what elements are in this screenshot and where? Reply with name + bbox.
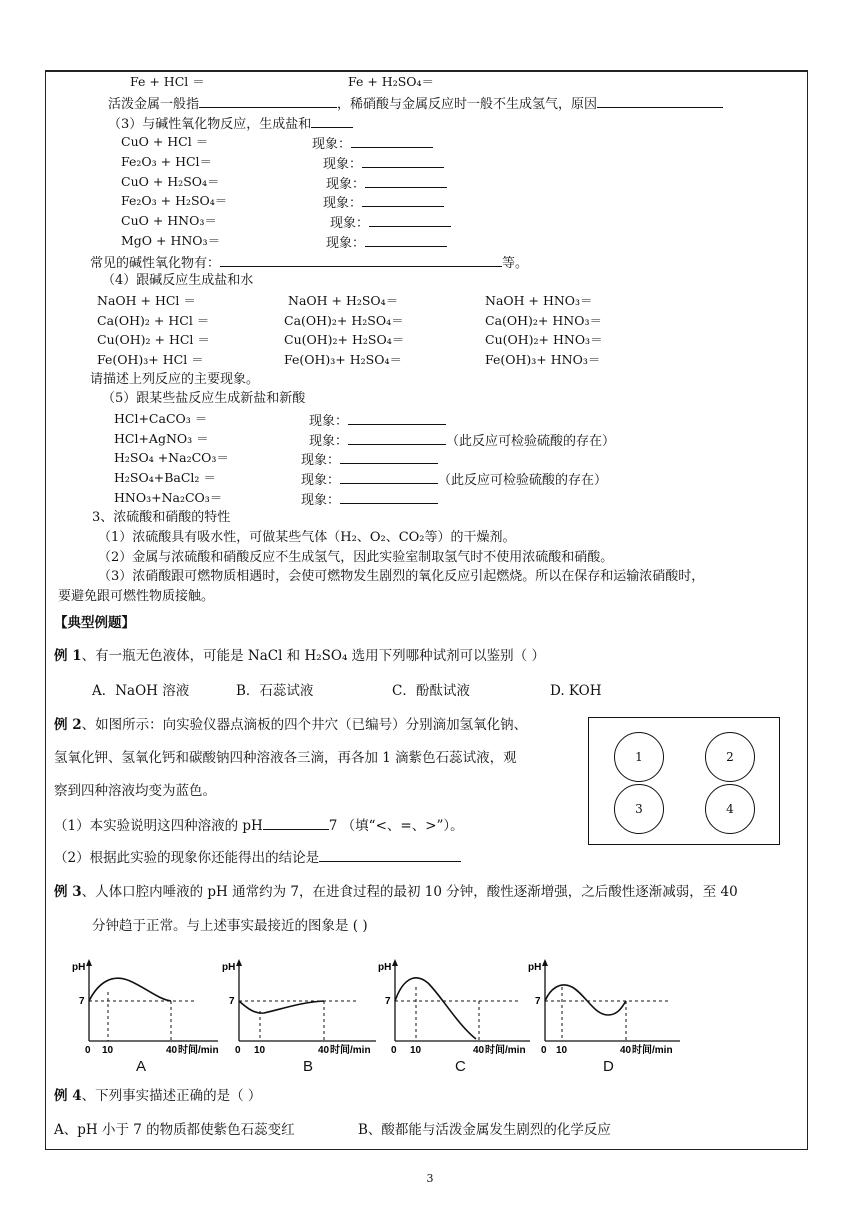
graph-b xyxy=(222,957,380,1055)
observation: 现象： xyxy=(312,134,433,153)
example-4: 例 4、下列事实描述正确的是（ ） xyxy=(54,1088,262,1104)
observation: 现象： （此反应可检验硫酸的存在） xyxy=(309,431,615,450)
well-4: 4 xyxy=(705,784,755,834)
property-1: （1）浓硫酸具有吸水性，可做某些气体（H₂、O₂、CO₂等）的干燥剂。 xyxy=(98,530,516,545)
equation: Fe(OH)₃+ HNO₃＝ xyxy=(485,352,601,367)
answer-blank[interactable] xyxy=(348,411,446,425)
observation: 现象： xyxy=(323,193,444,212)
answer-blank[interactable] xyxy=(369,213,451,227)
property-3: （3）浓硝酸跟可燃物质相遇时，会使可燃物发生剧烈的氧化反应引起燃烧。所以在保存和运输浓硝酸时， xyxy=(98,569,705,584)
option-c[interactable]: C．酚酞试液 xyxy=(392,683,470,699)
equation: Fe(OH)₃+ HCl ＝ xyxy=(97,352,204,367)
equation: HCl+CaCO₃ ＝ xyxy=(114,411,208,426)
x40-label: 40 xyxy=(318,1045,330,1055)
property-3-cont: 要避免跟可燃性物质接触。 xyxy=(58,589,215,604)
graph-c xyxy=(378,957,534,1055)
x10-label: 10 xyxy=(102,1045,114,1055)
x-axis-label: 时间/min xyxy=(178,1045,219,1055)
x10-label: 10 xyxy=(556,1045,568,1055)
eq-fe-h2so4: Fe + H₂SO₄＝ xyxy=(348,74,435,89)
observation: 现象： xyxy=(326,233,447,252)
example-3-line1: 例 3、人体口腔内唾液的 pH 通常约为 7，在进食过程的最初 10 分钟，酸性逐渐增强，之后酸性逐渐减弱，至 40 xyxy=(54,884,738,900)
observation: 现象： xyxy=(330,213,451,232)
answer-blank[interactable] xyxy=(220,253,502,267)
section-4-title: （4）跟碱反应生成盐和水 xyxy=(102,273,254,288)
option-b[interactable]: B．石蕊试液 xyxy=(236,683,314,699)
answer-blank[interactable] xyxy=(311,114,353,128)
x40-label: 40 xyxy=(620,1045,632,1055)
seven-label: 7 xyxy=(385,996,391,1007)
y-axis-label: pH xyxy=(222,962,236,973)
x40-label: 40 xyxy=(473,1045,485,1055)
seven-label: 7 xyxy=(535,996,541,1007)
page-number: 3 xyxy=(426,1172,434,1185)
observation: 现象： xyxy=(301,450,438,469)
option-a[interactable]: A．NaOH 溶液 xyxy=(92,683,190,699)
observation: 现象： xyxy=(326,174,447,193)
spot-plate-figure xyxy=(588,717,780,845)
seven-label: 7 xyxy=(79,996,85,1007)
example-3-line2: 分钟趋于正常。与上述事实最接近的图象是 ( ) xyxy=(92,918,368,934)
answer-blank[interactable] xyxy=(199,94,337,108)
x0-label: 0 xyxy=(85,1045,91,1055)
describe-prompt: 请描述上列反应的主要现象。 xyxy=(90,372,260,387)
equation: NaOH + H₂SO₄＝ xyxy=(288,293,399,308)
x-axis-label: 时间/min xyxy=(330,1045,371,1055)
graph-a xyxy=(72,957,222,1055)
equation: Ca(OH)₂ + HCl ＝ xyxy=(97,313,210,328)
equation: Fe₂O₃ + HCl＝ xyxy=(121,154,213,169)
answer-blank[interactable] xyxy=(365,174,447,188)
y-axis-label: pH xyxy=(528,962,542,973)
answer-blank[interactable] xyxy=(597,94,723,108)
observation: 现象： xyxy=(301,490,438,509)
answer-blank[interactable] xyxy=(351,134,433,148)
example-4-option-b[interactable]: B、酸都能与活泼金属发生剧烈的化学反应 xyxy=(358,1122,611,1138)
x-axis-label: 时间/min xyxy=(485,1045,526,1055)
x0-label: 0 xyxy=(391,1045,397,1055)
graph-label-c[interactable]: C xyxy=(455,1058,466,1075)
equation: CuO + HNO₃＝ xyxy=(121,213,217,228)
equation: CuO + HCl ＝ xyxy=(121,134,209,149)
answer-blank[interactable] xyxy=(340,450,438,464)
example-2-q1: （1）本实验说明这四种溶液的 pH 7 （填“<、=、>”）。 xyxy=(54,818,464,834)
examples-heading: 【典型例题】 xyxy=(54,615,135,631)
answer-blank[interactable] xyxy=(340,490,438,504)
answer-blank[interactable] xyxy=(348,431,446,445)
equation: HCl+AgNO₃ ＝ xyxy=(114,431,209,446)
answer-blank[interactable] xyxy=(362,154,444,168)
section-heading: 3、浓硫酸和硝酸的特性 xyxy=(92,510,231,525)
x0-label: 0 xyxy=(541,1045,547,1055)
example-2-line2: 氢氧化钾、氢氧化钙和碳酸钠四种溶液各三滴，再各加 1 滴紫色石蕊试液，观 xyxy=(54,750,517,766)
well-1: 1 xyxy=(614,732,664,782)
graph-label-d[interactable]: D xyxy=(603,1058,614,1075)
observation: 现象： xyxy=(309,411,446,430)
equation: H₂SO₄ +Na₂CO₃＝ xyxy=(114,450,229,465)
property-2: （2）金属与浓硫酸和硝酸反应不生成氢气，因此实验室制取氢气时不使用浓硫酸和硝酸。 xyxy=(98,550,614,565)
equation: H₂SO₄+BaCl₂ ＝ xyxy=(114,470,216,485)
example-1: 例 1、有一瓶无色液体，可能是 NaCl 和 H₂SO₄ 选用下列哪种试剂可以鉴别（ ） xyxy=(54,648,545,664)
answer-blank[interactable] xyxy=(340,470,438,484)
equation: Cu(OH)₂+ H₂SO₄＝ xyxy=(284,332,405,347)
y-axis-label: pH xyxy=(378,962,392,973)
equation: Cu(OH)₂ + HCl ＝ xyxy=(97,332,210,347)
example-4-option-a[interactable]: A、pH 小于 7 的物质都使紫色石蕊变红 xyxy=(54,1122,295,1138)
equation: NaOH + HNO₃＝ xyxy=(485,293,593,308)
equation: CuO + H₂SO₄＝ xyxy=(121,174,220,189)
observation: 现象： （此反应可检验硫酸的存在） xyxy=(301,470,607,489)
equation: NaOH + HCl ＝ xyxy=(97,293,196,308)
x40-label: 40 xyxy=(166,1045,178,1055)
answer-blank[interactable] xyxy=(319,848,461,862)
equation: Fe(OH)₃+ H₂SO₄＝ xyxy=(284,352,402,367)
equation: Ca(OH)₂+ HNO₃＝ xyxy=(485,313,602,328)
well-3: 3 xyxy=(614,784,664,834)
answer-blank[interactable] xyxy=(263,816,329,830)
equation: Fe₂O₃ + H₂SO₄＝ xyxy=(121,193,228,208)
equation: HNO₃+Na₂CO₃＝ xyxy=(114,490,223,505)
equation: MgO + HNO₃＝ xyxy=(121,233,221,248)
equation: Cu(OH)₂+ HNO₃＝ xyxy=(485,332,603,347)
seven-label: 7 xyxy=(229,996,235,1007)
graph-d xyxy=(528,957,684,1055)
option-d[interactable]: D. KOH xyxy=(550,683,602,699)
section-3-title: （3）与碱性氧化物反应，生成盐和 xyxy=(108,114,353,133)
x10-label: 10 xyxy=(254,1045,266,1055)
example-2-line1: 例 2、如图所示：向实验仪器点滴板的四个井穴（已编号）分别滴加氢氧化钠、 xyxy=(54,717,528,733)
example-2-q2: （2）根据此实验的现象你还能得出的结论是 xyxy=(54,848,461,867)
equation: Ca(OH)₂+ H₂SO₄＝ xyxy=(284,313,404,328)
well-2: 2 xyxy=(705,732,755,782)
active-metal-line: 活泼金属一般指 ，稀硝酸与金属反应时一般不生成氢气，原因 xyxy=(108,94,723,113)
x-axis-label: 时间/min xyxy=(632,1045,673,1055)
observation: 现象： xyxy=(323,154,444,173)
common-oxides: 常见的碱性氧化物有： 等。 xyxy=(90,253,528,272)
y-axis-label: pH xyxy=(72,962,86,973)
eq-fe-hcl: Fe + HCl ＝ xyxy=(130,74,205,89)
graph-label-b[interactable]: B xyxy=(303,1058,314,1075)
answer-blank[interactable] xyxy=(362,193,444,207)
x10-label: 10 xyxy=(410,1045,422,1055)
x0-label: 0 xyxy=(235,1045,241,1055)
answer-blank[interactable] xyxy=(365,233,447,247)
example-2-line3: 察到四种溶液均变为蓝色。 xyxy=(54,783,216,799)
graph-label-a[interactable]: A xyxy=(136,1058,147,1075)
section-5-title: （5）跟某些盐反应生成新盐和新酸 xyxy=(102,391,306,406)
